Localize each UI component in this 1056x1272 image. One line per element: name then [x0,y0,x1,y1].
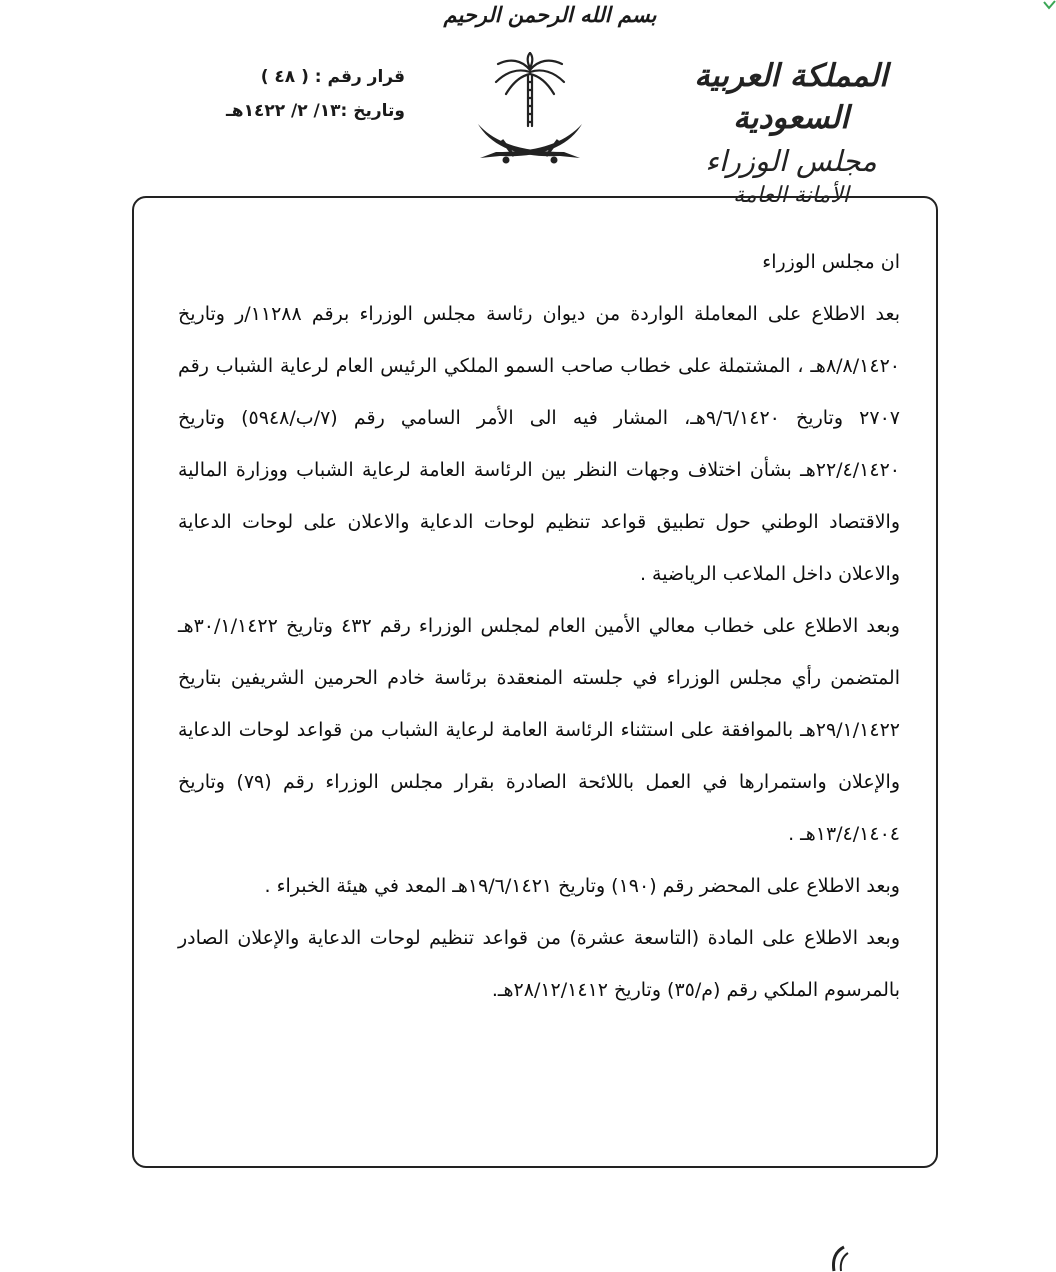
decision-body [178,236,900,1016]
secretariat-name: الأمانة العامة [733,183,849,208]
opening-line: ان مجلس الوزراء [762,251,900,273]
palm-and-swords-emblem-icon [472,52,588,176]
letterhead-right [656,55,926,211]
decision-number: قرار رقم : ( ٤٨ ) [260,67,405,87]
paragraph-4: وبعد الاطلاع على المادة (التاسعة عشرة) من قواعد تنظيم لوحات الدعاية والإعلان الصادر بالمرسوم الملكي رقم (م/٣٥) وتاريخ ٢٨/١٢/١٤١٢هـ. [178,927,900,1001]
kingdom-name: المملكة العربية السعودية [694,58,888,136]
decision-date: وتاريخ :١٣/ ٢/ ١٤٢٢هـ [225,101,405,121]
paragraph-2: وبعد الاطلاع على خطاب معالي الأمين العام لمجلس الوزراء رقم ٤٣٢ وتاريخ ٣٠/١/١٤٢٢هـ المتضمن رأي مجلس الوزراء في جلسته المنعقدة برئاسة خادم الحرمين الشريفين بتاريخ ٢٩/١/١٤٢٢هـ بالموافقة على استثناء الرئاسة العامة لرعاية الشباب من قواعد لوحات الدعاية والإعلان واستمرارها في العمل باللائحة الصادرة بقرار مجلس الوزراء رقم (٧٩) وتاريخ ١٣/٤/١٤٠٤هـ . [178,615,900,845]
paragraph-1: بعد الاطلاع على المعاملة الواردة من ديوان رئاسة مجلس الوزراء برقم ١١٢٨٨/ر وتاريخ ٨/٨/١٤٢٠هـ ، المشتملة على خطاب صاحب السمو الملكي الرئيس العام لرعاية الشباب رقم ٢٧٠٧ وتاريخ ٩/٦/١٤٢٠هـ، المشار فيه الى الأمر السامي رقم (٧/ب/٥٩٤٨) وتاريخ ٢٢/٤/١٤٢٠هـ بشأن اختلاف وجهات النظر بين الرئاسة العامة لرعاية الشباب ووزارة المالية والاقتصاد الوطني حول تطبيق قواعد تنظيم لوحات الدعاية والاعلان على لوحات الدعاية والاعلان داخل الملاعب الرياضية . [178,303,900,585]
council-name: مجلس الوزراء [705,144,877,178]
decision-reference [185,60,405,128]
paragraph-3: وبعد الاطلاع على المحضر رقم (١٩٠) وتاريخ ١٩/٦/١٤٢١هـ المعد في هيئة الخبراء . [264,875,900,897]
basmala: بسم الله الرحمن الرحيم [443,2,657,27]
corner-check-mark-icon [1042,0,1056,10]
page-margin-mark-icon [822,1245,852,1272]
